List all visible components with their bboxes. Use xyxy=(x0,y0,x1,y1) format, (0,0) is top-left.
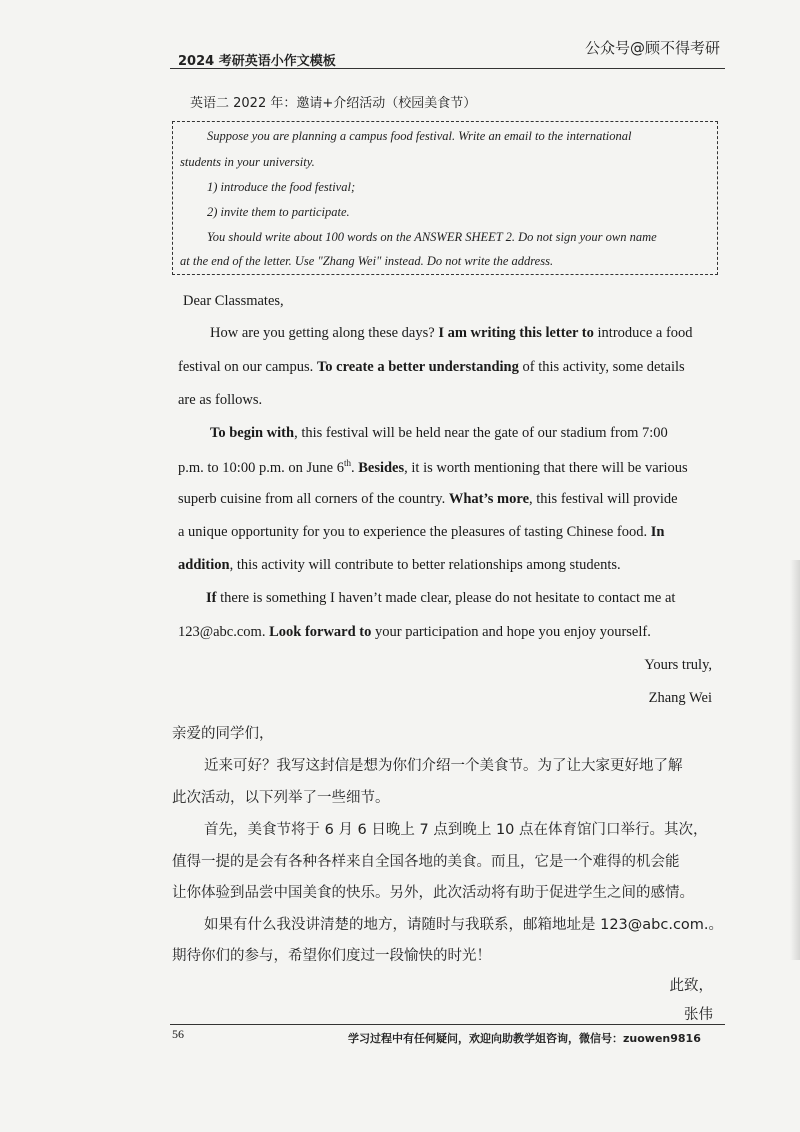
letter-line: To begin with, this festival will be held near the gate of our stadium from 7:00 xyxy=(210,425,668,441)
letter-line: 123@abc.com. Look forward to your participation and hope you enjoy yourself. xyxy=(178,624,651,640)
translation-line: 近来可好？我写这封信是想为你们介绍一个美食节。为了让大家更好地了解 xyxy=(204,758,683,774)
header-title: 2024 考研英语小作文模板 xyxy=(178,54,336,69)
prompt-line: students in your university. xyxy=(180,155,315,169)
translation-line: 值得一提的是会有各种各样来自全国各地的美食。而且，它是一个难得的机会能 xyxy=(172,854,680,870)
translation-line: 期待你们的参与，希望你们度过一段愉快的时光！ xyxy=(172,948,491,964)
prompt-line: Suppose you are planning a campus food festival. Write an email to the international xyxy=(207,129,632,143)
translation-line: 首先，美食节将于 6 月 6 日晚上 7 点到晚上 10 点在体育馆门口举行。其次， xyxy=(204,822,708,838)
page-number: 56 xyxy=(172,1027,184,1041)
prompt-line: You should write about 100 words on the ANSWER SHEET 2. Do not sign your own name xyxy=(207,230,657,244)
header-rule xyxy=(170,68,725,69)
translation-salutation: 亲爱的同学们， xyxy=(172,726,274,742)
letter-line: festival on our campus. To create a better understanding of this activity, some details xyxy=(178,359,685,375)
prompt-line: 1) introduce the food festival; xyxy=(207,180,356,194)
letter-signature: Zhang Wei xyxy=(648,690,712,706)
section-title: 英语二 2022 年：邀请+介绍活动（校园美食节） xyxy=(190,96,477,111)
prompt-line: 2) invite them to participate. xyxy=(207,205,350,219)
letter-line: How are you getting along these days? I am writing this letter to introduce a food xyxy=(210,325,693,341)
translation-line: 此次活动，以下列举了一些细节。 xyxy=(172,790,390,806)
letter-line: addition, this activity will contribute to better relationships among students. xyxy=(178,557,621,573)
translation-closing: 此致， xyxy=(669,978,713,994)
letter-line: a unique opportunity for you to experience the pleasures of tasting Chinese food. In xyxy=(178,524,665,540)
letter-line: p.m. to 10:00 p.m. on June 6th. Besides, it is worth mentioning that there will be various xyxy=(178,458,688,476)
letter-line: If there is something I haven’t made clear, please do not hesitate to contact me at xyxy=(206,590,676,606)
letter-salutation: Dear Classmates, xyxy=(183,293,284,309)
prompt-line: at the end of the letter. Use "Zhang Wei" instead. Do not write the address. xyxy=(180,254,554,268)
translation-line: 如果有什么我没讲清楚的地方，请随时与我联系，邮箱地址是 123@abc.com.。 xyxy=(204,917,724,933)
footer-note: 学习过程中有任何疑问，欢迎向助教学姐咨询，微信号：zuowen9816 xyxy=(348,1032,701,1045)
translation-signature: 张伟 xyxy=(684,1007,713,1023)
prompt-box xyxy=(172,121,718,275)
letter-line: are as follows. xyxy=(178,392,263,408)
letter-line: superb cuisine from all corners of the country. What’s more, this festival will provide xyxy=(178,491,678,507)
footer-rule xyxy=(170,1024,725,1025)
translation-line: 让你体验到品尝中国美食的快乐。另外，此次活动将有助于促进学生之间的感情。 xyxy=(172,885,694,901)
page-edge-shadow xyxy=(790,560,800,960)
header-brand: 公众号@顾不得考研 xyxy=(585,39,721,57)
letter-closing: Yours truly, xyxy=(644,657,712,673)
